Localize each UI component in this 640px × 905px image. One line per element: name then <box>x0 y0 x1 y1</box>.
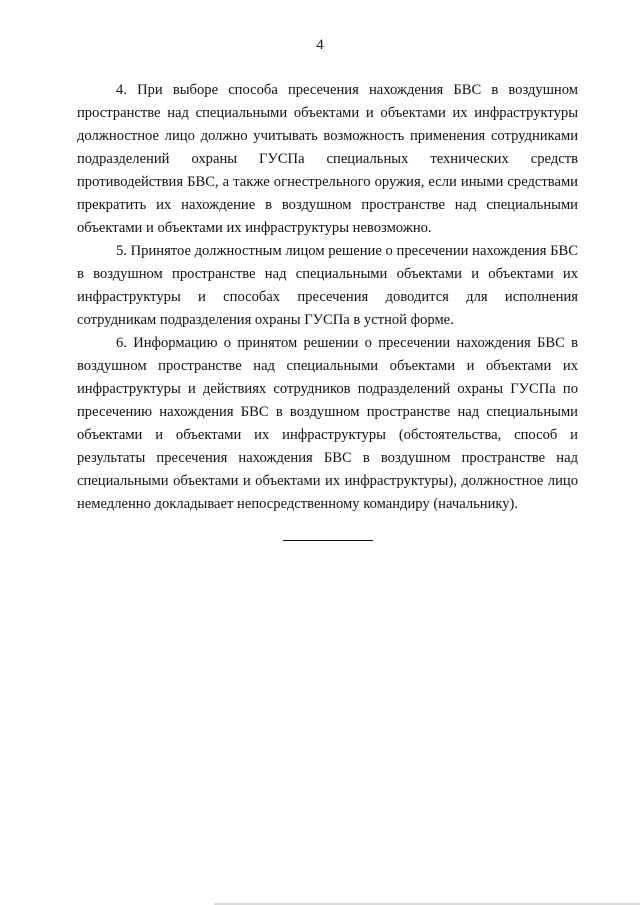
end-divider <box>283 540 373 541</box>
page-number: 4 <box>316 37 324 53</box>
paragraph-5: 5. Принятое должностным лицом решение о пресечении нахождения БВС в воздушном пространстве над специальными объектами и объектами их инфраструктуры и способах пресечения доводится для исполнения сотрудникам подразделения охраны ГУСПа в устной форме. <box>77 243 578 328</box>
paragraph-6: 6. Информацию о принятом решении о пресечении нахождения БВС в воздушном пространстве над специальными объектами и объектами их инфраструктуры и действиях сотрудников подразделений охраны ГУСПа по пресечению нахождения БВС в воздушном пространстве над специальными объектами и объектами их инфраструктуры (обстоятельства, способ и результаты пресечения нахождения БВС в воздушном пространстве над специальными объектами и объектами их инфраструктуры), должностное лицо немедленно докладывает непосредственному командиру (начальнику). <box>77 335 578 512</box>
document-body <box>77 79 578 516</box>
paragraph-4: 4. При выборе способа пресечения нахождения БВС в воздушном пространстве над специальными объектами и объектами их инфраструктуры должностное лицо должно учитывать возможность применения сотрудниками подразделений охраны ГУСПа специальных технических средств противодействия БВС, а также огнестрельного оружия, если иными средствами прекратить их нахождение в воздушном пространстве над специальными объектами и объектами их инфраструктуры невозможно. <box>77 82 578 236</box>
